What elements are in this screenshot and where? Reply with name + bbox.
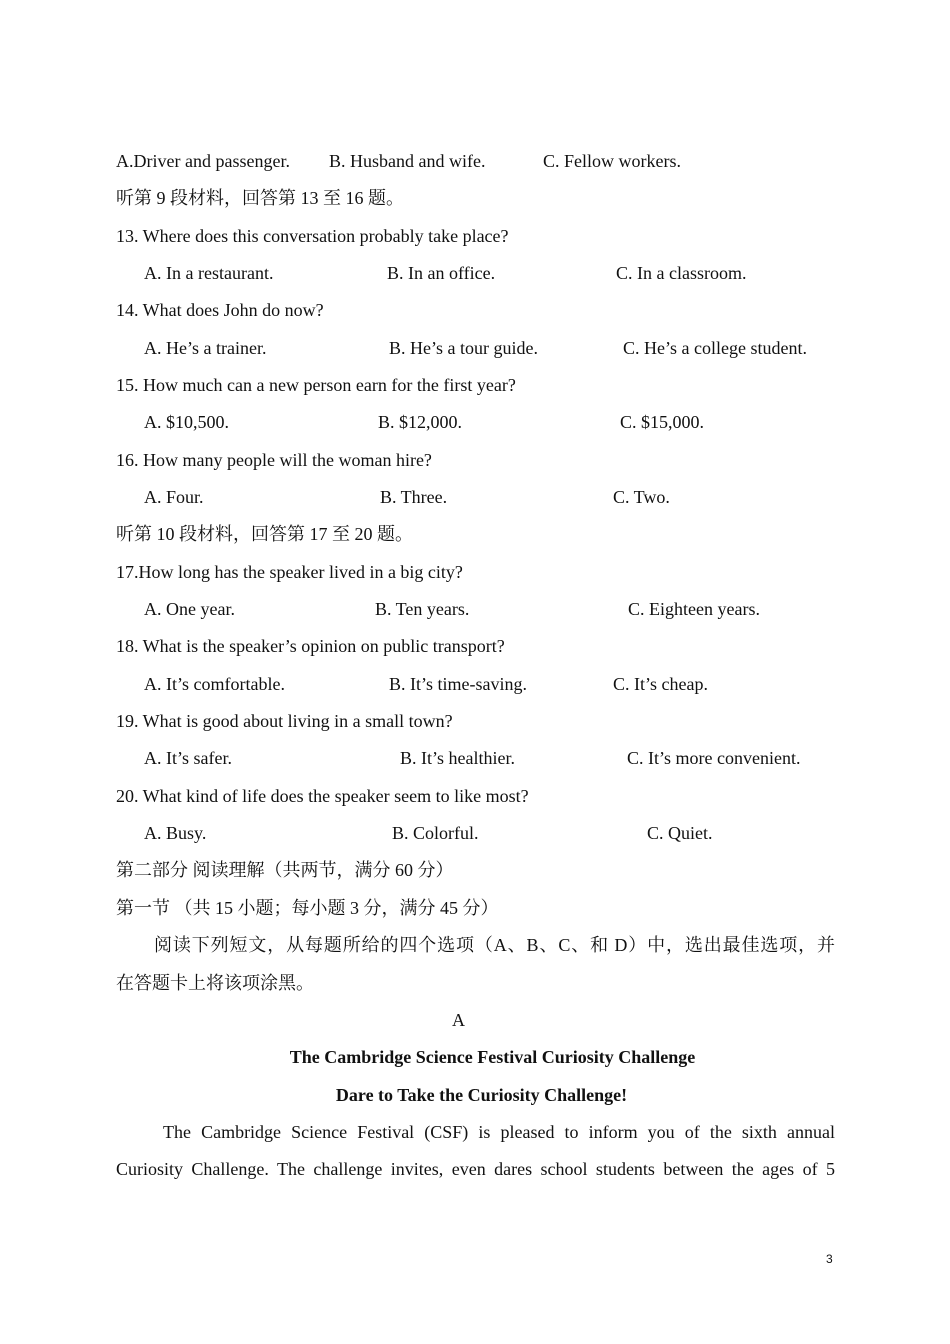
q20-option-c: C. Quiet. — [647, 823, 713, 843]
q13-option-c: C. In a classroom. — [616, 263, 747, 283]
passage-line-1: The Cambridge Science Festival (CSF) is pleased to inform you of the sixth annual — [163, 1122, 835, 1142]
q14-option-b: B. He’s a tour guide. — [389, 338, 538, 358]
q15-option-a: A. $10,500. — [144, 412, 229, 432]
section10-heading: 听第 10 段材料，回答第 17 至 20 题。 — [116, 524, 413, 544]
passage-subtitle: Dare to Take the Curiosity Challenge! — [335, 1085, 628, 1105]
q13-option-a: A. In a restaurant. — [144, 263, 274, 283]
q17-option-a: A. One year. — [144, 599, 235, 619]
q16-question: 16. How many people will the woman hire? — [116, 450, 432, 470]
q20-option-a: A. Busy. — [144, 823, 207, 843]
q12-option-c: C. Fellow workers. — [543, 151, 681, 171]
q16-option-c: C. Two. — [613, 487, 670, 507]
passage-label: A — [452, 1010, 465, 1030]
q15-option-b: B. $12,000. — [378, 412, 463, 432]
q18-option-b: B. It’s time-saving. — [389, 674, 527, 694]
page-number: 3 — [826, 1252, 833, 1266]
q17-option-b: B. Ten years. — [375, 599, 470, 619]
q13-question: 13. Where does this conversation probably take place? — [116, 226, 509, 246]
q18-option-c: C. It’s cheap. — [613, 674, 708, 694]
passage-title: The Cambridge Science Festival Curiosity Challenge — [289, 1047, 696, 1067]
q18-option-a: A. It’s comfortable. — [144, 674, 285, 694]
q15-question: 15. How much can a new person earn for the first year? — [116, 375, 516, 395]
q12-option-b: B. Husband and wife. — [329, 151, 486, 171]
q14-question: 14. What does John do now? — [116, 300, 324, 320]
q17-question: 17.How long has the speaker lived in a big city? — [116, 562, 463, 582]
section1-heading: 第一节 （共 15 小题；每小题 3 分，满分 45 分） — [116, 898, 499, 918]
q15-option-c: C. $15,000. — [620, 412, 705, 432]
q14-option-c: C. He’s a college student. — [623, 338, 807, 358]
q17-option-c: C. Eighteen years. — [628, 599, 760, 619]
q16-option-a: A. Four. — [144, 487, 204, 507]
q20-question: 20. What kind of life does the speaker seem to like most? — [116, 786, 529, 806]
q20-option-b: B. Colorful. — [392, 823, 479, 843]
q16-option-b: B. Three. — [380, 487, 448, 507]
q19-option-c: C. It’s more convenient. — [627, 748, 801, 768]
q19-option-b: B. It’s healthier. — [400, 748, 515, 768]
q18-question: 18. What is the speaker’s opinion on public transport? — [116, 636, 505, 656]
q19-question: 19. What is good about living in a small town? — [116, 711, 453, 731]
passage-line-2: Curiosity Challenge. The challenge invites, even dares school students between the ages of 5 — [116, 1159, 835, 1179]
q12-option-a: A.Driver and passenger. — [116, 151, 290, 171]
instructions-line-2: 在答题卡上将该项涂黑。 — [116, 973, 314, 993]
section9-heading: 听第 9 段材料，回答第 13 至 16 题。 — [116, 188, 404, 208]
q19-option-a: A. It’s safer. — [144, 748, 232, 768]
q13-option-b: B. In an office. — [387, 263, 496, 283]
instructions-line-1: 阅读下列短文，从每题所给的四个选项（A、B、C、和 D）中，选出最佳选项，并 — [154, 935, 835, 955]
q14-option-a: A. He’s a trainer. — [144, 338, 267, 358]
part2-heading: 第二部分 阅读理解（共两节，满分 60 分） — [116, 860, 454, 880]
